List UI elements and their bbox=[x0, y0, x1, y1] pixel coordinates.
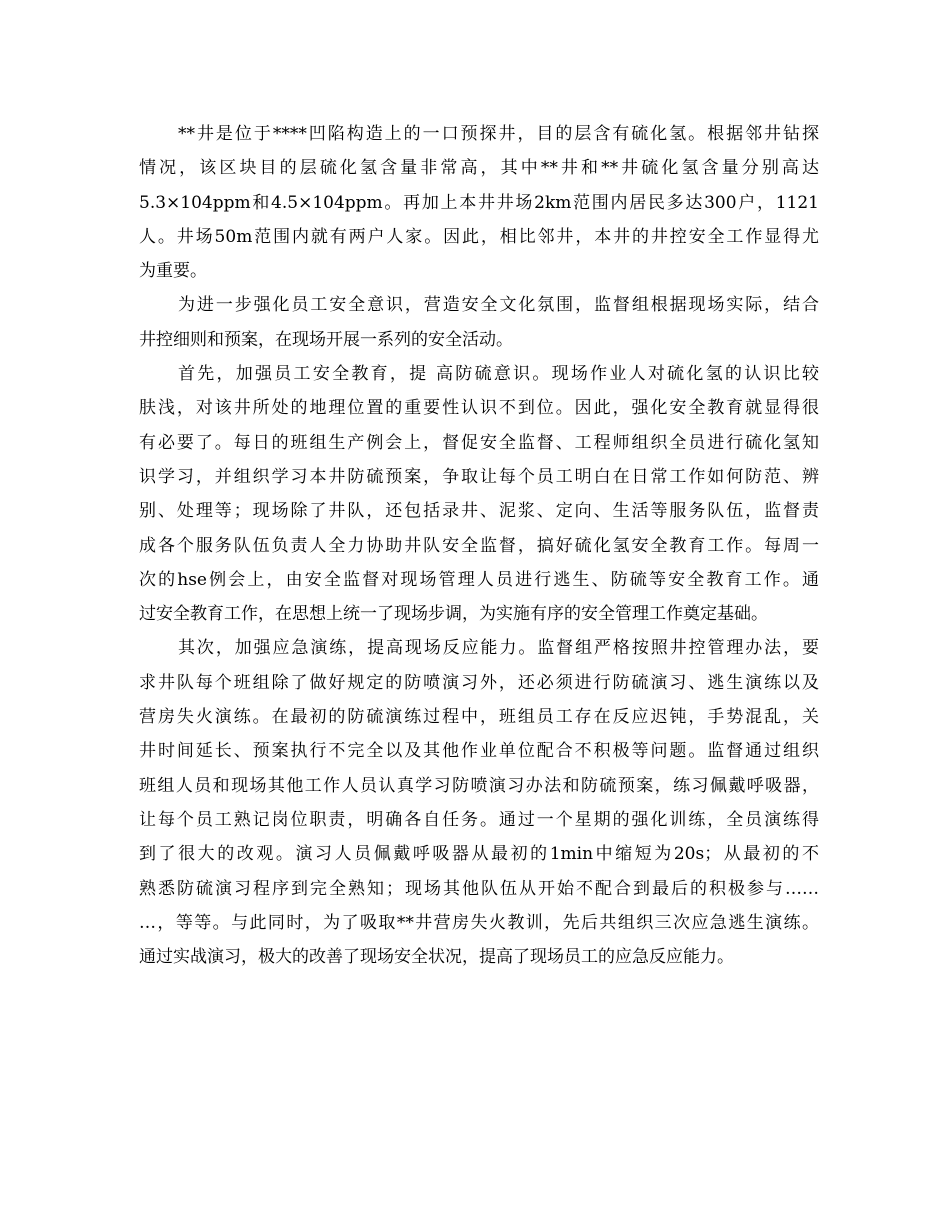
text-line: **井是位于****凹陷构造上的一口预探井，目的层含有硫化氢。根据邻井钻探 bbox=[178, 124, 819, 144]
text-line: 次的hse例会上，由安全监督对现场管理人员进行逃生、防硫等安全教育工作。通 bbox=[139, 569, 819, 590]
paragraph-2 bbox=[139, 288, 819, 357]
text-line: 过安全教育工作，在思想上统一了现场步调，为实施有序的安全管理工作奠定基础。 bbox=[139, 604, 768, 625]
text-line: 通过实战演习，极大的改善了现场安全状况，提高了现场员工的应急反应能力。 bbox=[139, 947, 734, 968]
document-body bbox=[139, 117, 819, 974]
text-line: 为重要。 bbox=[139, 261, 207, 282]
text-line: 情况，该区块目的层硫化氢含量非常高，其中**井和**井硫化氢含量分别高达 bbox=[139, 158, 819, 179]
text-line: 首先，加强员工安全教育，提 高防硫意识。现场作业人对硫化氢的认识比较 bbox=[178, 364, 819, 385]
text-line: 人。井场50m范围内就有两户人家。因此，相比邻井，本井的井控安全工作显得尤 bbox=[139, 226, 819, 247]
text-line: 有必要了。每日的班组生产例会上，督促安全监督、工程师组织全员进行硫化氢知 bbox=[139, 432, 819, 453]
text-line: 识学习，并组织学习本井防硫预案，争取让每个员工明白在日常工作如何防范、辨 bbox=[139, 466, 819, 487]
text-line: 到了很大的改观。演习人员佩戴呼吸器从最初的1min中缩短为20s；从最初的不 bbox=[139, 844, 819, 865]
text-line: 井控细则和预案，在现场开展一系列的安全活动。 bbox=[139, 329, 513, 350]
text-line: 井时间延长、预案执行不完全以及其他作业单位配合不积极等问题。监督通过组织 bbox=[139, 741, 819, 762]
text-line: 其次，加强应急演练，提高现场反应能力。监督组严格按照井控管理办法，要 bbox=[178, 638, 819, 659]
text-line: 为进一步强化员工安全意识，营造安全文化氛围，监督组根据现场实际，结合 bbox=[178, 295, 819, 316]
paragraph-1 bbox=[139, 117, 819, 288]
text-line: 肤浅，对该井所处的地理位置的重要性认识不到位。因此，强化安全教育就显得很 bbox=[139, 398, 819, 419]
paragraph-3 bbox=[139, 357, 819, 631]
text-line: …，等等。与此同时，为了吸取**井营房失火教训，先后共组织三次应急逃生演练。 bbox=[139, 912, 819, 933]
paragraph-4 bbox=[139, 631, 819, 974]
text-line: 营房失火演练。在最初的防硫演练过程中，班组员工存在反应迟钝，手势混乱，关 bbox=[139, 707, 819, 728]
text-line: 求井队每个班组除了做好规定的防喷演习外，还必须进行防硫演习、逃生演练以及 bbox=[139, 672, 819, 693]
text-line: 熟悉防硫演习程序到完全熟知；现场其他队伍从开始不配合到最后的积极参与…… bbox=[139, 878, 819, 899]
text-line: 成各个服务队伍负责人全力协助井队安全监督，搞好硫化氢安全教育工作。每周一 bbox=[139, 535, 819, 556]
text-line: 让每个员工熟记岗位职责，明确各自任务。通过一个星期的强化训练，全员演练得 bbox=[139, 809, 819, 830]
text-line: 别、处理等；现场除了井队，还包括录井、泥浆、定向、生活等服务队伍，监督责 bbox=[139, 501, 819, 522]
text-line: 5.3×104ppm和4.5×104ppm。再加上本井井场2km范围内居民多达300户，1121 bbox=[139, 192, 819, 213]
text-line: 班组人员和现场其他工作人员认真学习防喷演习办法和防硫预案，练习佩戴呼吸器， bbox=[139, 775, 819, 796]
